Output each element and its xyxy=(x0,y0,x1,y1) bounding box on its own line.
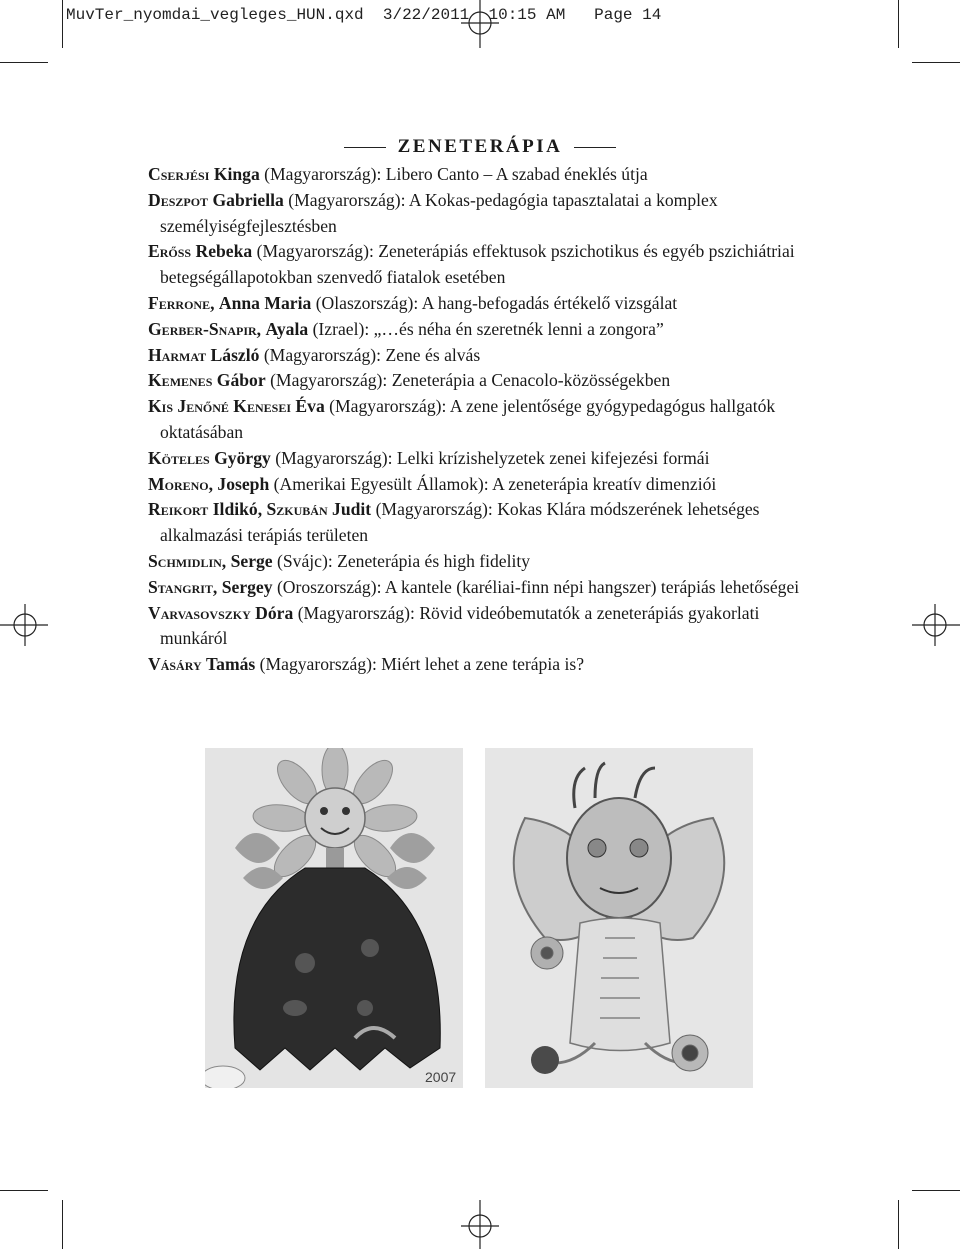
registration-mark-top xyxy=(455,0,505,48)
program-list xyxy=(148,162,812,678)
section-title-text: ZENETERÁPIA xyxy=(397,136,563,157)
list-item: Gerber-Snapir, Ayala (Izrael): „…és néha én szeretnék lenni a zongora” xyxy=(148,318,664,339)
list-item: Schmidlin, Serge (Svájc): Zeneterápia és high fidelity xyxy=(148,550,531,571)
list-item: Vásáry Tamás (Magyarország): Miért lehet a zene terápia is? xyxy=(148,654,584,675)
list-item: Varvasovszky Dóra (Magyarország): Rövid videóbemutatók a zeneterápiás gyakorlati munkáról xyxy=(148,602,760,649)
print-slug xyxy=(66,6,661,24)
registration-mark-right xyxy=(910,600,960,650)
slug-time: 10:15 AM xyxy=(488,6,566,24)
list-item: Kis Jenőné Kenesei Éva (Magyarország): A zene jelentősége gyógypedagógus hallgatók oktatásában xyxy=(148,396,776,442)
photo-left-year: 2007 xyxy=(425,1069,457,1085)
photo-painting-right xyxy=(485,748,753,1088)
list-item: Deszpot Gabriella (Magyarország): A Kokas-pedagógia tapasztalatai a komplex személyiségfejlesztésben xyxy=(148,189,718,236)
registration-mark-bottom xyxy=(455,1200,505,1249)
list-item: Stangrit, Sergey (Oroszország): A kantele (karéliai-finn népi hangszer) terápiás lehetőségei xyxy=(148,576,800,597)
list-item: Moreno, Joseph (Amerikai Egyesült Államok): A zeneterápia kreatív dimenziói xyxy=(148,473,717,494)
slug-page: Page 14 xyxy=(594,6,662,24)
list-item: Kemenes Gábor (Magyarország): Zeneterápia a Cenacolo-közösségekben xyxy=(148,370,671,391)
list-item: Reikort Ildikó, Szkubán Judit (Magyarország): Kokas Klára módszerének lehetséges alkalmazási terápiás területen xyxy=(148,499,760,546)
photo-painting-left xyxy=(205,748,463,1088)
slug-filename: MuvTer_nyomdai_vegleges_HUN.qxd xyxy=(66,6,364,24)
list-item: Cserjési Kinga (Magyarország): Libero Canto – A szabad éneklés útja xyxy=(148,164,648,184)
list-item: Harmat László (Magyarország): Zene és alvás xyxy=(148,344,481,365)
section-title xyxy=(0,136,960,158)
slug-date: 3/22/2011 xyxy=(382,6,470,24)
registration-mark-left xyxy=(0,600,50,650)
list-item: Erőss Rebeka (Magyarország): Zeneterápiás effektusok pszichotikus és egyéb pszichiátriai betegségállapotokban szenvedő fiatalok esetében xyxy=(148,241,795,288)
list-item: Ferrone, Anna Maria (Olaszország): A hang-befogadás értékelő vizsgálat xyxy=(148,292,678,313)
list-item: Köteles György (Magyarország): Lelki krízishelyzetek zenei kifejezési formái xyxy=(148,447,710,468)
